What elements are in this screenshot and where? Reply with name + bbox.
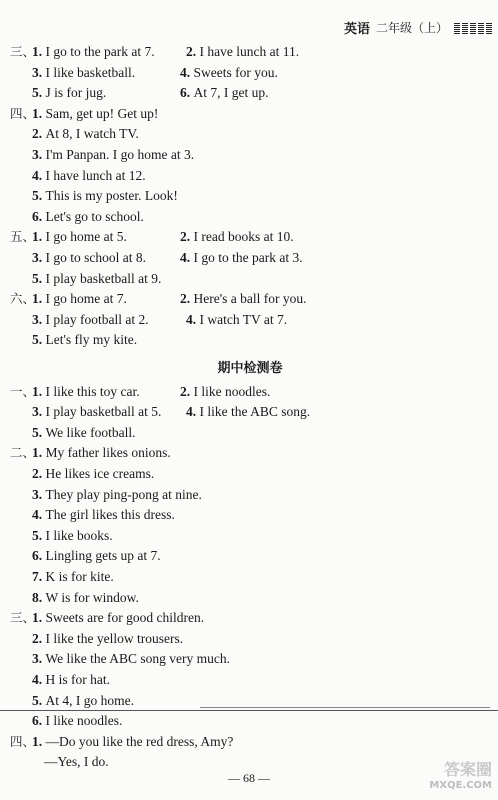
item-text: At 7, I get up. [193,85,269,101]
page-number: — 68 — [228,771,270,785]
item-text: I like books. [45,527,113,543]
answer-item [180,289,307,309]
section-label: 四、 [10,733,36,749]
decorative-stripes [454,22,492,34]
item-text: We like football. [45,424,136,440]
item-number: 4. [32,167,46,183]
item-number: 3. [32,147,46,162]
item-text: We like the ABC song very much. [45,651,231,667]
item-number: 3. [32,486,46,502]
item-number: 2. [180,383,194,399]
item-text: K is for kite. [45,569,114,584]
item-number: 1. [32,44,46,59]
item-text: I go home at 5. [45,229,127,245]
answer-item [32,42,155,62]
answer-item [44,752,109,772]
item-number: 2. [32,630,46,646]
answer-item [32,166,146,186]
item-number: 3. [32,651,46,667]
answer-item [32,269,161,289]
item-text: J is for jug. [45,85,107,101]
answer-item [180,382,270,402]
item-text: Lingling gets up at 7. [45,548,161,564]
watermark-url: MXQE.COM [429,780,492,791]
divider-line-secondary [200,707,490,708]
divider-line [0,710,498,711]
answer-item [32,186,178,206]
item-text: I play football at 2. [45,311,149,327]
item-number: 1. [32,445,46,461]
item-number: 6. [32,548,46,564]
answer-item [32,505,175,525]
section-label: 五、 [10,229,36,245]
answer-item [32,711,122,731]
answer-item [32,732,233,752]
item-number: 5. [32,85,46,101]
item-text: At 8, I watch TV. [45,126,139,142]
item-number: 8. [32,589,46,605]
exam-title: 期中检测卷 [217,361,283,376]
section-label: 三、 [10,44,36,59]
answer-item [32,629,183,649]
answer-item [32,104,158,124]
watermark-text: 答案圈 [443,760,492,779]
item-text: I go to the park at 7. [45,44,155,59]
item-number: 3. [32,64,46,80]
item-text: Sweets are for good children. [45,610,205,626]
answer-item [32,330,137,350]
answer-item [32,145,194,165]
answer-item [186,310,287,330]
item-text: H is for hat. [45,672,110,687]
item-number: 3. [32,404,46,420]
item-number: 3. [32,250,46,265]
answer-item [32,670,110,690]
answer-item [32,649,230,669]
answer-item [32,382,140,402]
answer-item [180,248,303,268]
answer-item [186,42,299,62]
answer-item [32,423,136,443]
answer-item [32,464,154,484]
item-number: 2. [32,126,46,142]
answer-item [32,608,204,628]
answer-item [186,402,310,422]
item-text: At 4, I go home. [45,692,134,708]
item-text: —Yes, I do. [44,754,109,770]
item-number: 5. [32,692,46,708]
answer-item [32,207,144,227]
item-text: Let's fly my kite. [45,332,138,348]
subject-label: 英语 [343,22,370,37]
item-number: 4. [32,507,46,523]
answer-item [180,227,294,247]
section-label: 二、 [10,445,36,461]
item-number: 4. [186,404,200,420]
section-label: 六、 [10,291,36,307]
answer-item [32,310,149,330]
item-number: 6. [180,85,194,101]
item-number: 5. [32,332,46,348]
page-header [344,18,492,37]
answer-item [32,546,161,566]
item-text: They play ping-pong at nine. [45,486,202,502]
item-number: 1. [32,733,46,749]
answer-item [32,248,146,268]
item-text: This is my poster. Look! [45,188,178,204]
item-number: 5. [32,270,46,286]
item-text: I like basketball. [45,64,136,80]
section-label: 四、 [10,105,36,121]
item-number: 6. [32,208,46,224]
item-number: 4. [32,672,46,687]
item-text: I'm Panpan. I go home at 3. [45,147,195,162]
item-number: 1. [32,291,46,307]
section-label: 一、 [10,383,36,399]
item-text: The girl likes this dress. [45,507,175,523]
item-number: 1. [32,105,46,121]
item-number: 4. [180,250,194,265]
answer-item [32,402,161,422]
answer-item [32,588,139,608]
answer-item [180,63,278,83]
watermark [429,762,492,794]
item-text: I go to school at 8. [45,250,146,265]
answer-item [32,526,113,546]
item-text: I watch TV at 7. [199,311,288,327]
item-text: He likes ice creams. [45,466,155,481]
item-number: 4. [186,311,200,327]
item-number: 6. [32,713,46,729]
item-text: My father likes onions. [45,445,171,461]
item-text: Let's go to school. [45,208,144,224]
item-number: 2. [32,466,46,481]
item-number: 7. [32,569,46,584]
item-number: 2. [180,291,194,307]
section-label: 三、 [10,610,36,626]
answer-item [32,485,202,505]
item-number: 5. [32,424,46,440]
answer-item [32,63,135,83]
item-text: W is for window. [45,589,139,605]
answer-item [32,691,134,711]
answer-item [32,83,106,103]
answer-item [32,124,139,144]
item-number: 5. [32,527,46,543]
item-text: I play basketball at 5. [45,404,162,420]
item-text: Here's a ball for you. [193,291,307,307]
item-number: 4. [180,64,194,80]
item-number: 3. [32,311,46,327]
answer-item [32,289,127,309]
answer-item [180,83,269,103]
item-text: I like the ABC song. [199,404,311,420]
item-text: Sweets for you. [193,64,278,80]
answer-item [32,567,114,587]
item-text: —Do you like the red dress, Amy? [45,733,234,749]
grade-label: 二年级（上） [375,21,448,35]
answer-item [32,227,127,247]
item-text: I have lunch at 12. [45,167,146,183]
item-text: I read books at 10. [193,229,294,245]
item-text: I have lunch at 11. [199,44,300,59]
item-number: 2. [186,44,200,59]
item-text: I go home at 7. [45,291,127,307]
item-text: I like the yellow trousers. [45,630,184,646]
answer-item [32,443,171,463]
item-number: 1. [32,383,46,399]
item-text: I like this toy car. [45,383,140,399]
item-text: I like noodles. [193,383,271,399]
item-text: Sam, get up! Get up! [45,105,159,121]
item-text: I like noodles. [45,713,123,729]
item-number: 1. [32,610,46,626]
item-text: I go to the park at 3. [193,250,303,265]
item-number: 2. [180,229,194,245]
item-number: 1. [32,229,46,245]
item-text: I play basketball at 9. [45,270,162,286]
item-number: 5. [32,188,46,204]
